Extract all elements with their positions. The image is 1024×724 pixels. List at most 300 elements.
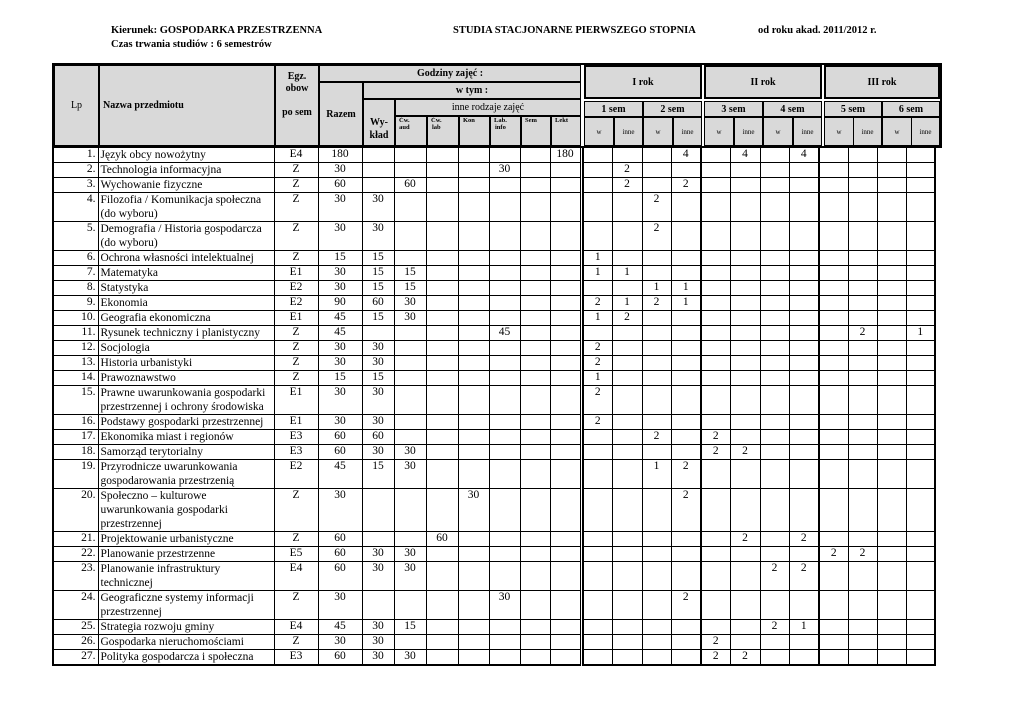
semester-6-lecture: [877, 620, 906, 635]
semester-3-lecture: [701, 591, 730, 620]
semester-5-other: [848, 251, 877, 266]
semester-2-lecture: [642, 311, 671, 326]
exercise-lab-hours: [426, 222, 458, 251]
semester-3-lecture: [701, 148, 730, 163]
lecture-hours: 30: [362, 445, 394, 460]
semester-2-other: 4: [671, 148, 701, 163]
semester-6-lecture: [877, 281, 906, 296]
semester-1-lecture: 1: [583, 266, 612, 281]
consultation-hours: [458, 311, 489, 326]
subject-name: Wychowanie fizyczne: [98, 178, 274, 193]
semester-1-other: [612, 386, 642, 415]
lab-info-hours: [489, 296, 520, 311]
table-row: [53, 532, 935, 547]
lecture-hours: 30: [362, 415, 394, 430]
exercise-aud-hours: [394, 635, 426, 650]
semester-3-other: 4: [730, 148, 760, 163]
semester-1-lecture: 2: [583, 415, 612, 430]
semester-5-other: [848, 341, 877, 356]
subject-name: Ochrona własności intelektualnej: [98, 251, 274, 266]
exercise-aud-hours: 30: [394, 562, 426, 591]
semester-2-other: [671, 445, 701, 460]
row-number: 16.: [53, 415, 98, 430]
semester-4-lecture: [760, 341, 789, 356]
semester-2-other: [671, 356, 701, 371]
semester-4-lecture: [760, 386, 789, 415]
total-hours: 30: [318, 163, 362, 178]
semester-1-other: [612, 193, 642, 222]
exercise-aud-hours: 15: [394, 266, 426, 281]
semester-6-other: [906, 266, 935, 281]
lecture-hours: 15: [362, 266, 394, 281]
semester-6-lecture: [877, 326, 906, 341]
sem-1-header: 1 sem: [584, 101, 643, 117]
seminar-hours: [520, 562, 550, 591]
row-number: 13.: [53, 356, 98, 371]
exercise-lab-hours: [426, 547, 458, 562]
lab-info-header: Lab. info: [490, 116, 521, 146]
semester-3-lecture: [701, 532, 730, 547]
lecture-hours: 15: [362, 311, 394, 326]
semester-3-lecture: [701, 415, 730, 430]
subject-name: Statystyka: [98, 281, 274, 296]
semester-3-other: [730, 193, 760, 222]
semester-5-other: 2: [848, 547, 877, 562]
total-hours: 30: [318, 591, 362, 620]
exam-code: E2: [274, 296, 318, 311]
exercise-lab-hours: [426, 445, 458, 460]
lab-info-hours: [489, 562, 520, 591]
semester-5-lecture: [819, 326, 848, 341]
semester-2-other: 1: [671, 296, 701, 311]
table-row: [53, 460, 935, 489]
semester-5-other: [848, 371, 877, 386]
total-hours: 45: [318, 311, 362, 326]
semester-4-other: [789, 415, 819, 430]
semester-5-lecture: [819, 386, 848, 415]
semester-4-other: [789, 635, 819, 650]
lecture-hours: [362, 163, 394, 178]
semester-3-lecture: [701, 251, 730, 266]
row-number: 9.: [53, 296, 98, 311]
semester-4-other: [789, 296, 819, 311]
semester-4-lecture: [760, 591, 789, 620]
exercise-lab-hours: [426, 415, 458, 430]
semester-3-lecture: [701, 311, 730, 326]
exercise-aud-hours: 60: [394, 178, 426, 193]
seminar-hours: [520, 356, 550, 371]
exercise-lab-hours: [426, 562, 458, 591]
seminar-hours: [520, 591, 550, 620]
semester-5-other: [848, 222, 877, 251]
subject-name: Ekonomika miast i regionów: [98, 430, 274, 445]
semester-6-other: [906, 356, 935, 371]
lecture-hours-subheader: w: [763, 117, 793, 146]
semester-3-other: [730, 415, 760, 430]
exercise-lab-hours: [426, 251, 458, 266]
row-number: 25.: [53, 620, 98, 635]
semester-4-lecture: 2: [760, 562, 789, 591]
semester-4-lecture: [760, 296, 789, 311]
semester-5-lecture: [819, 266, 848, 281]
semester-3-lecture: [701, 620, 730, 635]
lecture-hours: 30: [362, 193, 394, 222]
lecture-header: Wy- kład: [363, 99, 395, 146]
row-number: 17.: [53, 430, 98, 445]
semester-5-other: [848, 311, 877, 326]
consultation-hours: [458, 251, 489, 266]
consultation-hours: [458, 281, 489, 296]
lp-header: Lp: [54, 65, 99, 146]
table-row: [53, 620, 935, 635]
exam-code: E3: [274, 430, 318, 445]
semester-5-other: [848, 460, 877, 489]
exam-code: Z: [274, 163, 318, 178]
table-row: [53, 591, 935, 620]
semester-1-other: [612, 489, 642, 532]
semester-6-other: [906, 193, 935, 222]
semester-4-lecture: [760, 163, 789, 178]
table-row: [53, 222, 935, 251]
consultation-hours: [458, 460, 489, 489]
total-hours: 45: [318, 326, 362, 341]
lecture-hours: 15: [362, 460, 394, 489]
total-hours: 30: [318, 266, 362, 281]
consultation-hours: [458, 430, 489, 445]
lecture-hours: 30: [362, 650, 394, 666]
row-number: 27.: [53, 650, 98, 666]
row-number: 4.: [53, 193, 98, 222]
semester-3-other: [730, 163, 760, 178]
semester-1-lecture: [583, 489, 612, 532]
semester-6-lecture: [877, 532, 906, 547]
exercise-aud-hours: [394, 386, 426, 415]
consultation-hours: [458, 341, 489, 356]
semester-4-lecture: [760, 311, 789, 326]
lab-info-hours: 30: [489, 163, 520, 178]
other-hours-subheader: inne: [853, 117, 882, 146]
row-number: 11.: [53, 326, 98, 341]
language-hours: [550, 326, 580, 341]
seminar-hours: [520, 193, 550, 222]
lecture-hours: 15: [362, 281, 394, 296]
other-hours-subheader: inne: [673, 117, 702, 146]
semester-4-other: [789, 266, 819, 281]
semester-2-other: [671, 386, 701, 415]
row-number: 26.: [53, 635, 98, 650]
total-hours: 30: [318, 415, 362, 430]
exam-code: E3: [274, 445, 318, 460]
semester-2-other: [671, 635, 701, 650]
subject-name: Filozofia / Komunikacja społeczna (do wyboru): [98, 193, 274, 222]
language-hours: [550, 562, 580, 591]
subject-name: Geograficzne systemy informacji przestrzennej: [98, 591, 274, 620]
lecture-hours: [362, 532, 394, 547]
lecture-hours: 30: [362, 635, 394, 650]
exam-code: Z: [274, 371, 318, 386]
semester-2-lecture: [642, 148, 671, 163]
semester-1-lecture: [583, 193, 612, 222]
row-number: 2.: [53, 163, 98, 178]
semester-2-lecture: 2: [642, 296, 671, 311]
consultation-hours: [458, 386, 489, 415]
table-row: [53, 356, 935, 371]
study-type: STUDIA STACJONARNE PIERWSZEGO STOPNIA: [453, 25, 696, 36]
semester-1-lecture: [583, 148, 612, 163]
semester-6-lecture: [877, 311, 906, 326]
semester-4-lecture: [760, 326, 789, 341]
semester-6-other: [906, 386, 935, 415]
semester-2-other: [671, 193, 701, 222]
subject-name: Język obcy nowożytny: [98, 148, 274, 163]
semester-3-lecture: [701, 562, 730, 591]
language-hours: [550, 311, 580, 326]
subject-name: Socjologia: [98, 341, 274, 356]
semester-5-lecture: [819, 415, 848, 430]
row-number: 15.: [53, 386, 98, 415]
consultation-hours: [458, 620, 489, 635]
semester-1-lecture: [583, 326, 612, 341]
language-header: Lekt: [551, 116, 581, 146]
semester-4-lecture: [760, 489, 789, 532]
total-hours: 45: [318, 620, 362, 635]
exercise-aud-hours: 30: [394, 547, 426, 562]
semester-1-other: [612, 650, 642, 666]
semester-1-other: [612, 460, 642, 489]
exercise-lab-hours: [426, 591, 458, 620]
semester-2-lecture: 2: [642, 193, 671, 222]
total-hours: 60: [318, 562, 362, 591]
exercise-aud-hours: [394, 163, 426, 178]
exam-code: Z: [274, 193, 318, 222]
semester-1-other: 1: [612, 296, 642, 311]
semester-5-lecture: [819, 356, 848, 371]
semester-2-lecture: [642, 415, 671, 430]
semester-1-other: [612, 547, 642, 562]
semester-1-other: [612, 356, 642, 371]
semester-4-other: 2: [789, 562, 819, 591]
exercise-aud-hours: [394, 222, 426, 251]
semester-1-other: [612, 591, 642, 620]
table-row: [53, 326, 935, 341]
consultation-hours: [458, 326, 489, 341]
semester-6-lecture: [877, 356, 906, 371]
exercise-lab-hours: [426, 430, 458, 445]
semester-1-lecture: [583, 460, 612, 489]
semester-4-lecture: [760, 547, 789, 562]
semester-4-other: [789, 281, 819, 296]
semester-5-other: [848, 430, 877, 445]
total-hours: 90: [318, 296, 362, 311]
lab-info-hours: [489, 430, 520, 445]
language-hours: [550, 356, 580, 371]
language-hours: [550, 178, 580, 193]
semester-5-lecture: [819, 296, 848, 311]
exam-code: E4: [274, 562, 318, 591]
lab-info-hours: [489, 445, 520, 460]
field-of-study: Kierunek: GOSPODARKA PRZESTRZENNA: [111, 25, 323, 36]
semester-5-lecture: [819, 430, 848, 445]
exam-code: E2: [274, 281, 318, 296]
semester-4-lecture: [760, 415, 789, 430]
semester-5-lecture: [819, 445, 848, 460]
table-row: [53, 341, 935, 356]
seminar-hours: [520, 326, 550, 341]
total-hours: 60: [318, 430, 362, 445]
exercise-aud-hours: [394, 326, 426, 341]
semester-2-lecture: [642, 635, 671, 650]
semester-5-other: [848, 281, 877, 296]
subject-name: Społeczno – kulturowe uwarunkowania gospodarki przestrzennej: [98, 489, 274, 532]
table-row: [53, 430, 935, 445]
table-row: [53, 311, 935, 326]
semester-6-other: [906, 460, 935, 489]
subject-name: Przyrodnicze uwarunkowania gospodarowania przestrzenią: [98, 460, 274, 489]
total-hours: 30: [318, 386, 362, 415]
seminar-hours: [520, 311, 550, 326]
exam-code: Z: [274, 178, 318, 193]
semester-1-lecture: [583, 591, 612, 620]
lecture-hours: [362, 591, 394, 620]
total-hours: 30: [318, 281, 362, 296]
seminar-hours: [520, 430, 550, 445]
semester-1-lecture: [583, 430, 612, 445]
semester-3-other: [730, 386, 760, 415]
exercise-aud-hours: [394, 356, 426, 371]
subject-name: Samorząd terytorialny: [98, 445, 274, 460]
subject-name: Planowanie infrastruktury technicznej: [98, 562, 274, 591]
lecture-hours: 30: [362, 356, 394, 371]
semester-1-other: [612, 281, 642, 296]
sem-4-header: 4 sem: [763, 101, 822, 117]
lab-info-hours: [489, 620, 520, 635]
semester-6-lecture: [877, 371, 906, 386]
semester-5-other: [848, 445, 877, 460]
semester-4-lecture: [760, 371, 789, 386]
semester-6-other: [906, 296, 935, 311]
table-row: [53, 547, 935, 562]
consultation-hours: [458, 296, 489, 311]
lecture-hours-subheader: w: [704, 117, 734, 146]
semester-2-other: [671, 222, 701, 251]
semester-2-lecture: 2: [642, 430, 671, 445]
exercise-aud-hours: [394, 251, 426, 266]
semester-4-other: [789, 547, 819, 562]
seminar-hours: [520, 371, 550, 386]
exam-code: Z: [274, 532, 318, 547]
lecture-hours: 30: [362, 222, 394, 251]
language-hours: [550, 193, 580, 222]
semester-3-lecture: [701, 296, 730, 311]
semester-1-lecture: 1: [583, 251, 612, 266]
row-number: 19.: [53, 460, 98, 489]
lab-info-hours: [489, 311, 520, 326]
lab-info-hours: [489, 650, 520, 666]
hours-header: Godziny zajęć :: [319, 65, 581, 82]
semester-6-lecture: [877, 635, 906, 650]
consultation-hours: [458, 532, 489, 547]
exercise-aud-hours: 30: [394, 650, 426, 666]
exam-code: E1: [274, 266, 318, 281]
semester-2-lecture: [642, 620, 671, 635]
semester-1-other: 2: [612, 311, 642, 326]
semester-6-other: [906, 445, 935, 460]
semester-1-lecture: 2: [583, 341, 612, 356]
semester-1-lecture: [583, 281, 612, 296]
semester-6-lecture: [877, 460, 906, 489]
including-header: w tym :: [363, 82, 581, 99]
seminar-hours: [520, 296, 550, 311]
exam-code: E1: [274, 386, 318, 415]
semester-4-other: [789, 430, 819, 445]
lab-info-hours: [489, 251, 520, 266]
semester-4-lecture: [760, 281, 789, 296]
row-number: 5.: [53, 222, 98, 251]
semester-2-lecture: [642, 341, 671, 356]
semester-5-lecture: [819, 562, 848, 591]
language-hours: [550, 489, 580, 532]
exercise-aud-hours: [394, 415, 426, 430]
semester-3-lecture: [701, 193, 730, 222]
semester-6-other: [906, 163, 935, 178]
table-row: [53, 266, 935, 281]
semester-1-lecture: 1: [583, 311, 612, 326]
semester-5-lecture: [819, 591, 848, 620]
semester-2-other: [671, 326, 701, 341]
total-hours: 60: [318, 445, 362, 460]
lab-info-hours: [489, 460, 520, 489]
subject-name: Rysunek techniczny i planistyczny: [98, 326, 274, 341]
semester-5-lecture: [819, 532, 848, 547]
exercise-lab-hours: [426, 635, 458, 650]
row-number: 14.: [53, 371, 98, 386]
row-number: 8.: [53, 281, 98, 296]
semester-3-lecture: [701, 371, 730, 386]
semester-3-other: [730, 178, 760, 193]
semester-5-lecture: [819, 489, 848, 532]
semester-4-lecture: [760, 430, 789, 445]
exercise-aud-hours: 30: [394, 460, 426, 489]
semester-3-other: [730, 281, 760, 296]
semester-1-other: 2: [612, 178, 642, 193]
exercise-lab-hours: [426, 178, 458, 193]
consultation-hours: [458, 356, 489, 371]
semester-4-lecture: [760, 650, 789, 666]
curriculum-table: [52, 147, 936, 666]
row-number: 3.: [53, 178, 98, 193]
semester-4-other: 4: [789, 148, 819, 163]
semester-3-lecture: [701, 386, 730, 415]
semester-5-lecture: 2: [819, 547, 848, 562]
language-hours: [550, 386, 580, 415]
table-row: [53, 281, 935, 296]
table-row: [53, 251, 935, 266]
subject-name: Geografia ekonomiczna: [98, 311, 274, 326]
semester-2-lecture: [642, 591, 671, 620]
semester-4-other: [789, 163, 819, 178]
semester-3-other: [730, 251, 760, 266]
semester-5-other: [848, 296, 877, 311]
semester-6-lecture: [877, 148, 906, 163]
exam-code: Z: [274, 341, 318, 356]
semester-2-lecture: 1: [642, 460, 671, 489]
exercise-lab-hours: [426, 326, 458, 341]
exam-code: Z: [274, 251, 318, 266]
semester-2-lecture: [642, 266, 671, 281]
exercise-lab-hours: [426, 460, 458, 489]
lab-info-hours: [489, 148, 520, 163]
lecture-hours: 30: [362, 620, 394, 635]
